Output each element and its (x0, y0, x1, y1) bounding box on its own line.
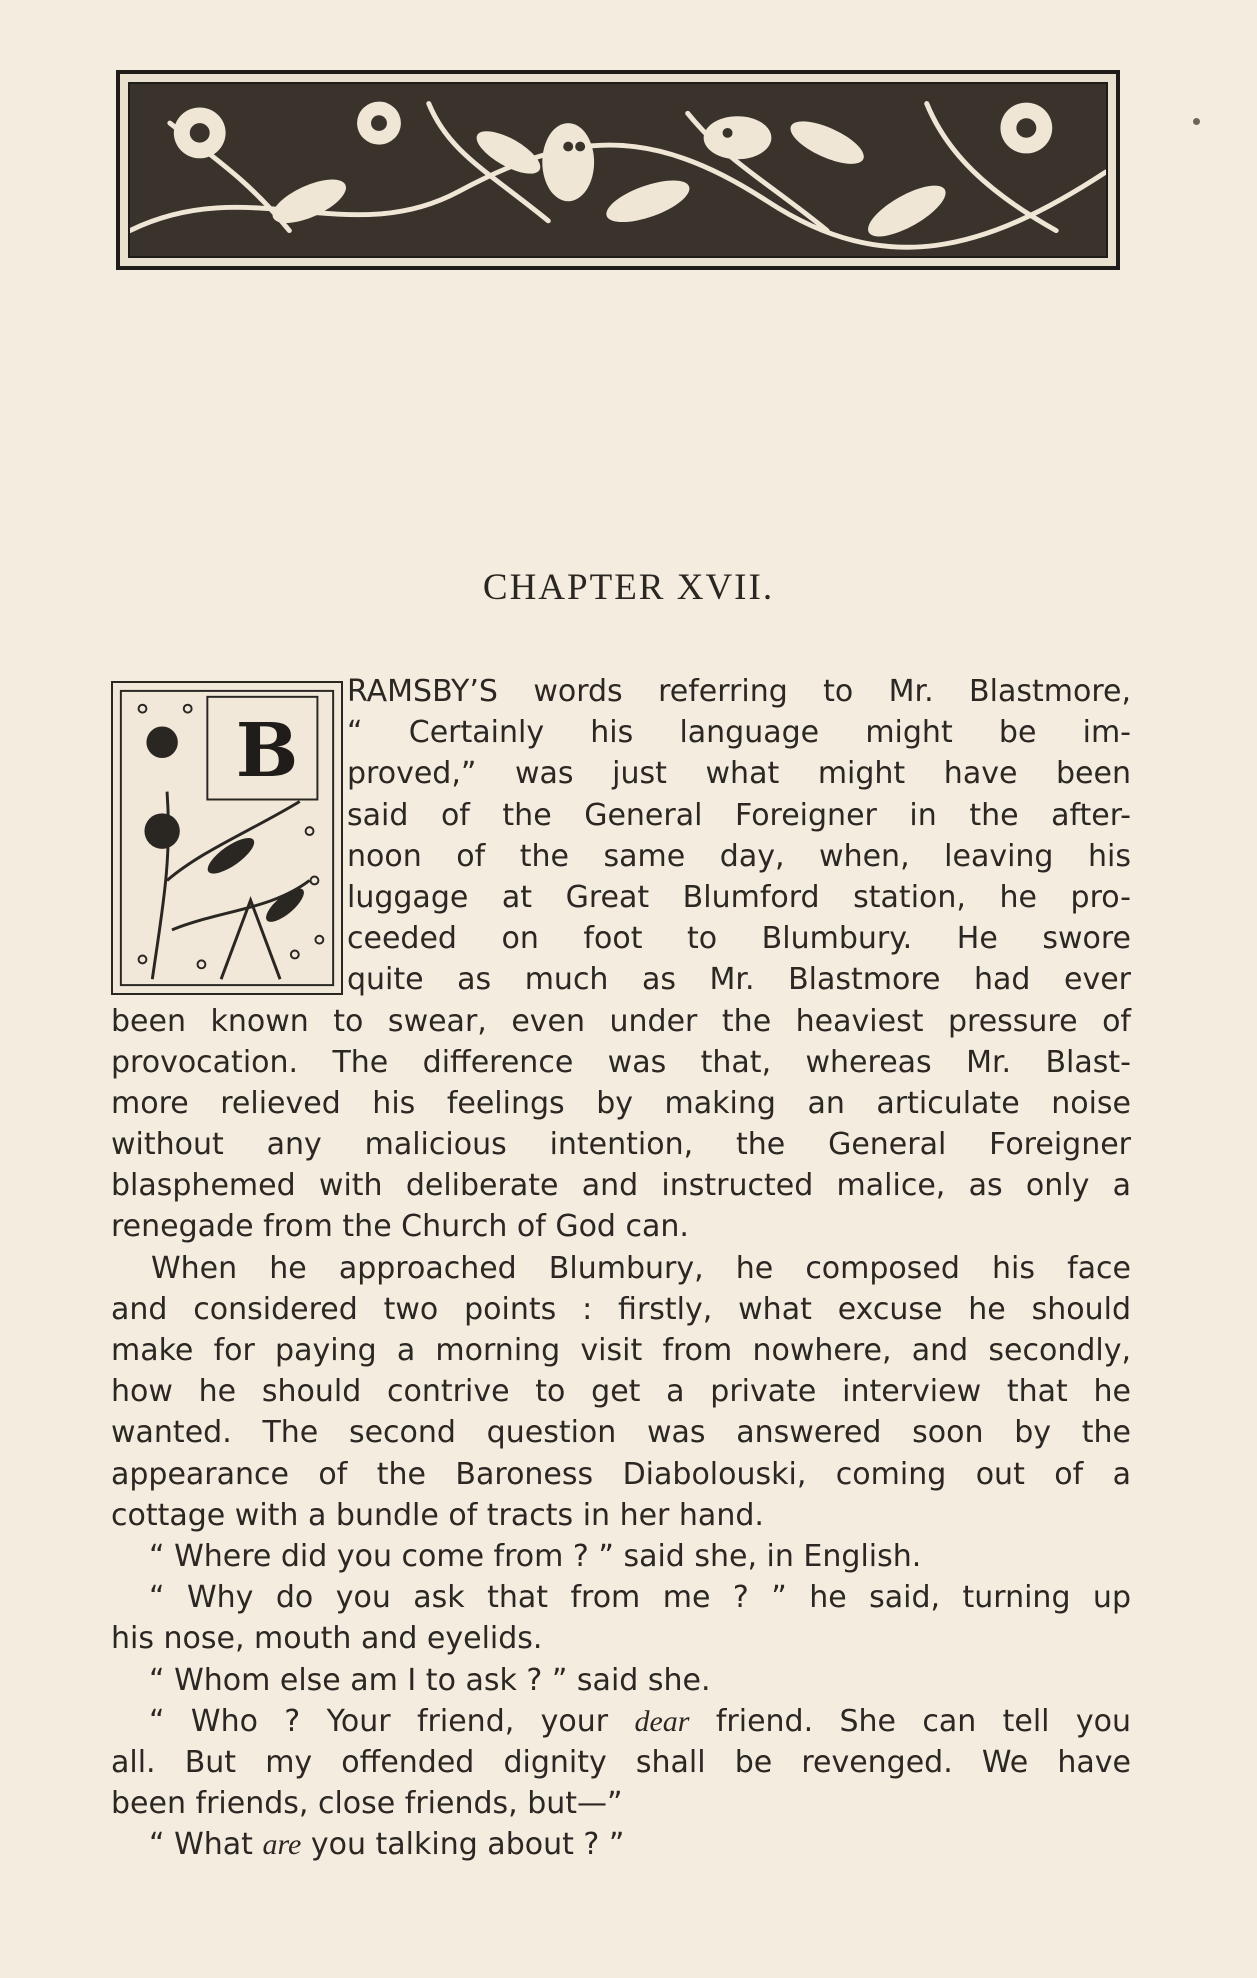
floral-vine-ornament (130, 84, 1106, 256)
text-line: make for paying a morning visit from nowhere, and secondly, (111, 1333, 1131, 1368)
text-line: and considered two points : firstly, what excuse he should (111, 1291, 1131, 1327)
text-line: blasphemed with deliberate and instructed malice, as only a (111, 1168, 1131, 1204)
text-line: been known to swear, even under the heaviest pressure of (111, 1003, 1131, 1039)
text-line: When he approached Blumbury, he composed his face (151, 1250, 1131, 1286)
text-line: “ What are you talking about ? ” (149, 1827, 625, 1863)
italic-word: are (262, 1828, 302, 1862)
text-line: how he should contrive to get a private interview that he (111, 1374, 1131, 1410)
text-line: “ Whom else am I to ask ? ” said she. (149, 1662, 711, 1698)
text-line: appearance of the Baroness Diabolouski, coming out of a (111, 1456, 1131, 1492)
text-line: said of the General Foreigner in the after- (347, 797, 1131, 833)
text-line: provocation. The difference was that, whereas Mr. Blast- (111, 1044, 1131, 1080)
text-line: renegade from the Church of God can. (111, 1209, 689, 1245)
chapter-title: CHAPTER XVII. (482, 567, 775, 608)
text-line: luggage at Great Blumford station, he pro- (347, 879, 1131, 915)
text-line: “ Why do you ask that from me ? ” he said, turning up (149, 1580, 1131, 1616)
text-line: “ Who ? Your friend, your dear friend. She can tell you (149, 1703, 1131, 1739)
text-line: ceeded on foot to Blumbury. He swore (347, 921, 1131, 957)
text-line: noon of the same day, when, leaving his (347, 838, 1131, 874)
ink-speck (1193, 118, 1200, 125)
ornamental-headpiece (116, 70, 1120, 270)
text-line: all. But my offended dignity shall be revenged. We have (111, 1744, 1131, 1780)
drop-cap-letter: B (235, 708, 299, 794)
text-line: RAMSBY’S words referring to Mr. Blastmore, (347, 674, 1131, 709)
italic-word: dear (634, 1704, 690, 1738)
text-line: “ Certainly his language might be im- (347, 715, 1131, 751)
text-line: without any malicious intention, the General Foreigner (111, 1127, 1131, 1163)
text-line: proved,” was just what might have been (347, 756, 1131, 792)
text-line: quite as much as Mr. Blastmore had ever (347, 962, 1131, 998)
text-line: his nose, mouth and eyelids. (111, 1621, 543, 1657)
body-text (111, 671, 1131, 1865)
text-line: wanted. The second question was answered soon by the (111, 1415, 1131, 1451)
text-line: more relieved his feelings by making an articulate noise (111, 1085, 1131, 1121)
text-line: cottage with a bundle of tracts in her hand. (111, 1497, 764, 1533)
text-line: “ Where did you come from ? ” said she, in English. (149, 1538, 922, 1574)
text-line: been friends, close friends, but—” (111, 1786, 623, 1822)
